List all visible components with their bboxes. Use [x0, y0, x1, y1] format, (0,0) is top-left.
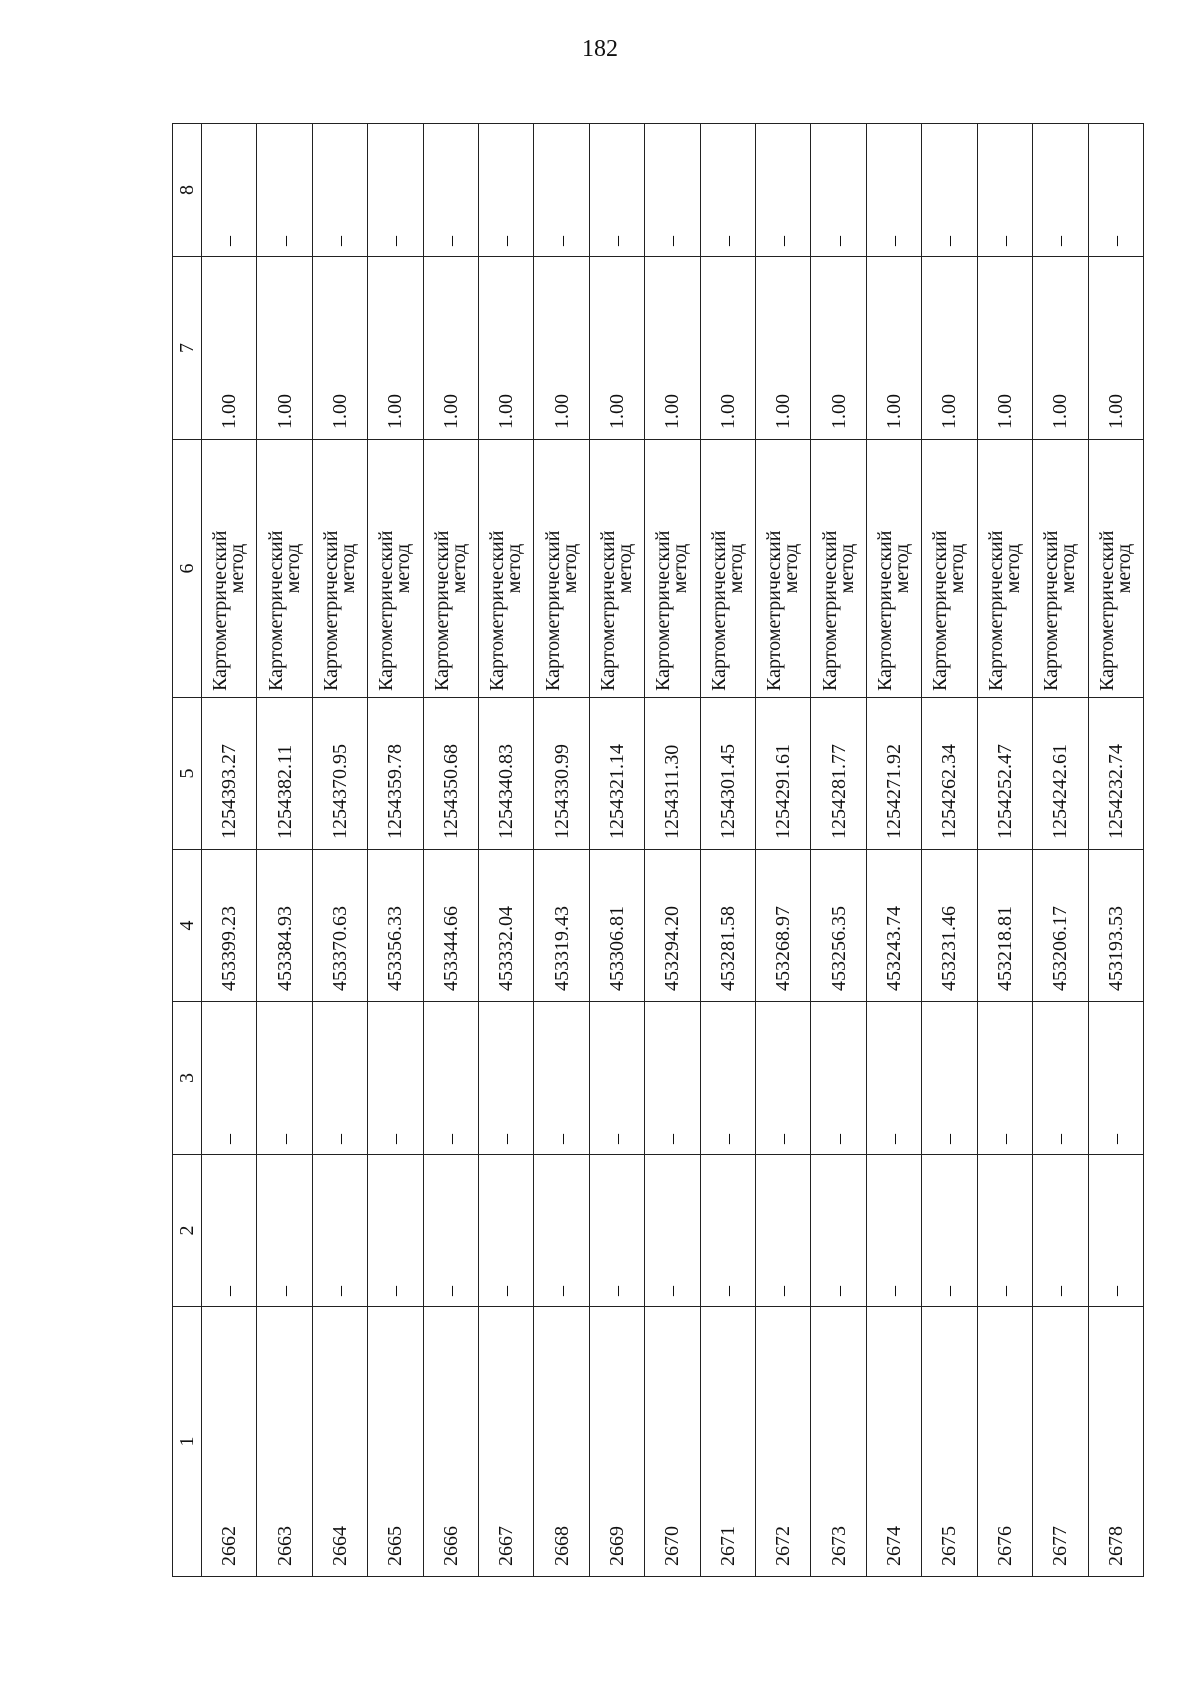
- table-row: [1033, 124, 1088, 1577]
- method-line-1: Картометрический: [874, 530, 897, 691]
- method-cell: [479, 440, 534, 698]
- x-coordinate-cell: 453332.04: [479, 850, 534, 1002]
- empty-value-cell: –: [479, 124, 534, 257]
- accuracy-cell: 1.00: [922, 257, 977, 440]
- empty-value-cell: –: [811, 1002, 866, 1155]
- method-line-1: Картометрический: [597, 530, 620, 691]
- table-row: [700, 124, 755, 1577]
- point-number-cell: 2667: [479, 1307, 534, 1577]
- method-line-1: Картометрический: [375, 530, 398, 691]
- empty-value-cell: –: [866, 1155, 921, 1307]
- method-line-1: Картометрический: [707, 530, 730, 691]
- y-coordinate-cell: 1254301.45: [700, 698, 755, 850]
- empty-value-cell: –: [1088, 124, 1144, 257]
- x-coordinate-cell: 453319.43: [534, 850, 589, 1002]
- accuracy-cell: 1.00: [423, 257, 478, 440]
- empty-value-cell: –: [423, 1002, 478, 1155]
- table-row: [866, 124, 921, 1577]
- point-number-cell: 2664: [312, 1307, 367, 1577]
- rotated-table-container: [172, 124, 1144, 1577]
- method-line-2: метод: [1057, 543, 1080, 594]
- empty-value-cell: –: [922, 1002, 977, 1155]
- method-line-1: Картометрический: [763, 530, 786, 691]
- x-coordinate-cell: 453399.23: [202, 850, 257, 1002]
- y-coordinate-cell: 1254281.77: [811, 698, 866, 850]
- method-line-1: Картометрический: [486, 530, 509, 691]
- method-line-1: Картометрический: [430, 530, 453, 691]
- header-cell-2: 2: [173, 1155, 202, 1307]
- empty-value-cell: –: [756, 1002, 811, 1155]
- point-number-cell: 2678: [1088, 1307, 1144, 1577]
- accuracy-cell: 1.00: [257, 257, 312, 440]
- y-coordinate-cell: 1254382.11: [257, 698, 312, 850]
- method-cell: [423, 440, 478, 698]
- point-number-cell: 2674: [866, 1307, 921, 1577]
- accuracy-cell: 1.00: [1033, 257, 1088, 440]
- method-cell: [977, 440, 1032, 698]
- y-coordinate-cell: 1254350.68: [423, 698, 478, 850]
- accuracy-cell: 1.00: [202, 257, 257, 440]
- coordinates-table: [172, 123, 1144, 1577]
- method-line-2: метод: [337, 543, 360, 594]
- empty-value-cell: –: [423, 1155, 478, 1307]
- empty-value-cell: –: [312, 124, 367, 257]
- page-number: 182: [582, 36, 618, 62]
- method-line-2: метод: [281, 543, 304, 594]
- point-number-cell: 2662: [202, 1307, 257, 1577]
- y-coordinate-cell: 1254232.74: [1088, 698, 1144, 850]
- method-cell: [589, 440, 644, 698]
- x-coordinate-cell: 453243.74: [866, 850, 921, 1002]
- accuracy-cell: 1.00: [368, 257, 423, 440]
- table-row: [922, 124, 977, 1577]
- x-coordinate-cell: 453356.33: [368, 850, 423, 1002]
- point-number-cell: 2673: [811, 1307, 866, 1577]
- method-line-2: метод: [724, 543, 747, 594]
- empty-value-cell: –: [312, 1002, 367, 1155]
- accuracy-cell: 1.00: [811, 257, 866, 440]
- header-cell-5: 5: [173, 698, 202, 850]
- table-row: [257, 124, 312, 1577]
- empty-value-cell: –: [312, 1155, 367, 1307]
- table-row: [645, 124, 700, 1577]
- method-line-1: Картометрический: [320, 530, 343, 691]
- empty-value-cell: –: [645, 124, 700, 257]
- header-cell-7: 7: [173, 257, 202, 440]
- empty-value-cell: –: [534, 124, 589, 257]
- empty-value-cell: –: [700, 1002, 755, 1155]
- method-line-2: метод: [503, 543, 526, 594]
- table-row: [202, 124, 257, 1577]
- empty-value-cell: –: [368, 1155, 423, 1307]
- accuracy-cell: 1.00: [866, 257, 921, 440]
- y-coordinate-cell: 1254359.78: [368, 698, 423, 850]
- table-row: [589, 124, 644, 1577]
- header-cell-8: 8: [173, 124, 202, 257]
- method-line-2: метод: [614, 543, 637, 594]
- accuracy-cell: 1.00: [977, 257, 1032, 440]
- y-coordinate-cell: 1254242.61: [1033, 698, 1088, 850]
- accuracy-cell: 1.00: [312, 257, 367, 440]
- method-line-2: метод: [558, 543, 581, 594]
- empty-value-cell: –: [1033, 124, 1088, 257]
- point-number-cell: 2671: [700, 1307, 755, 1577]
- point-number-cell: 2675: [922, 1307, 977, 1577]
- x-coordinate-cell: 453268.97: [756, 850, 811, 1002]
- header-cell-3: 3: [173, 1002, 202, 1155]
- y-coordinate-cell: 1254311.30: [645, 698, 700, 850]
- method-line-2: метод: [780, 543, 803, 594]
- empty-value-cell: –: [479, 1002, 534, 1155]
- method-cell: [257, 440, 312, 698]
- method-line-1: Картометрический: [1095, 530, 1118, 691]
- method-cell: [645, 440, 700, 698]
- method-line-1: Картометрический: [541, 530, 564, 691]
- method-line-1: Картометрический: [1040, 530, 1063, 691]
- empty-value-cell: –: [202, 1002, 257, 1155]
- y-coordinate-cell: 1254330.99: [534, 698, 589, 850]
- header-cell-4: 4: [173, 850, 202, 1002]
- empty-value-cell: –: [922, 1155, 977, 1307]
- empty-value-cell: –: [700, 124, 755, 257]
- table-row: [756, 124, 811, 1577]
- table-row: [1088, 124, 1144, 1577]
- method-line-1: Картометрический: [929, 530, 952, 691]
- method-line-2: метод: [447, 543, 470, 594]
- empty-value-cell: –: [922, 124, 977, 257]
- y-coordinate-cell: 1254321.14: [589, 698, 644, 850]
- method-line-1: Картометрический: [984, 530, 1007, 691]
- point-number-cell: 2668: [534, 1307, 589, 1577]
- method-cell: [534, 440, 589, 698]
- empty-value-cell: –: [811, 124, 866, 257]
- method-line-1: Картометрический: [264, 530, 287, 691]
- x-coordinate-cell: 453206.17: [1033, 850, 1088, 1002]
- empty-value-cell: –: [534, 1155, 589, 1307]
- empty-value-cell: –: [202, 1155, 257, 1307]
- empty-value-cell: –: [1088, 1002, 1144, 1155]
- point-number-cell: 2666: [423, 1307, 478, 1577]
- method-line-2: метод: [835, 543, 858, 594]
- x-coordinate-cell: 453218.81: [977, 850, 1032, 1002]
- point-number-cell: 2663: [257, 1307, 312, 1577]
- accuracy-cell: 1.00: [534, 257, 589, 440]
- empty-value-cell: –: [645, 1155, 700, 1307]
- empty-value-cell: –: [811, 1155, 866, 1307]
- header-cell-1: 1: [173, 1307, 202, 1577]
- table-row: [368, 124, 423, 1577]
- empty-value-cell: –: [589, 124, 644, 257]
- point-number-cell: 2677: [1033, 1307, 1088, 1577]
- accuracy-cell: 1.00: [756, 257, 811, 440]
- empty-value-cell: –: [423, 124, 478, 257]
- method-cell: [866, 440, 921, 698]
- y-coordinate-cell: 1254340.83: [479, 698, 534, 850]
- header-cell-6: 6: [173, 440, 202, 698]
- y-coordinate-cell: 1254271.92: [866, 698, 921, 850]
- x-coordinate-cell: 453193.53: [1088, 850, 1144, 1002]
- x-coordinate-cell: 453370.63: [312, 850, 367, 1002]
- x-coordinate-cell: 453384.93: [257, 850, 312, 1002]
- empty-value-cell: –: [589, 1155, 644, 1307]
- empty-value-cell: –: [1088, 1155, 1144, 1307]
- y-coordinate-cell: 1254262.34: [922, 698, 977, 850]
- table-row: [423, 124, 478, 1577]
- x-coordinate-cell: 453281.58: [700, 850, 755, 1002]
- table-row: [534, 124, 589, 1577]
- method-cell: [1088, 440, 1144, 698]
- point-number-cell: 2670: [645, 1307, 700, 1577]
- method-cell: [312, 440, 367, 698]
- table-row: [977, 124, 1032, 1577]
- method-line-2: метод: [946, 543, 969, 594]
- method-cell: [202, 440, 257, 698]
- empty-value-cell: –: [700, 1155, 755, 1307]
- empty-value-cell: –: [534, 1002, 589, 1155]
- empty-value-cell: –: [479, 1155, 534, 1307]
- method-cell: [756, 440, 811, 698]
- empty-value-cell: –: [368, 124, 423, 257]
- x-coordinate-cell: 453231.46: [922, 850, 977, 1002]
- method-line-1: Картометрический: [818, 530, 841, 691]
- method-cell: [811, 440, 866, 698]
- empty-value-cell: –: [1033, 1155, 1088, 1307]
- method-line-1: Картометрический: [652, 530, 675, 691]
- empty-value-cell: –: [977, 1155, 1032, 1307]
- x-coordinate-cell: 453306.81: [589, 850, 644, 1002]
- empty-value-cell: –: [866, 1002, 921, 1155]
- table-row: [479, 124, 534, 1577]
- empty-value-cell: –: [202, 124, 257, 257]
- y-coordinate-cell: 1254370.95: [312, 698, 367, 850]
- accuracy-cell: 1.00: [700, 257, 755, 440]
- empty-value-cell: –: [589, 1002, 644, 1155]
- method-cell: [1033, 440, 1088, 698]
- empty-value-cell: –: [756, 1155, 811, 1307]
- empty-value-cell: –: [257, 124, 312, 257]
- table-row: [811, 124, 866, 1577]
- table-row: [312, 124, 367, 1577]
- method-line-1: Картометрический: [209, 530, 232, 691]
- empty-value-cell: –: [977, 124, 1032, 257]
- point-number-cell: 2665: [368, 1307, 423, 1577]
- method-line-2: метод: [1001, 543, 1024, 594]
- method-line-2: метод: [891, 543, 914, 594]
- method-cell: [700, 440, 755, 698]
- accuracy-cell: 1.00: [589, 257, 644, 440]
- method-line-2: метод: [669, 543, 692, 594]
- accuracy-cell: 1.00: [479, 257, 534, 440]
- method-line-2: метод: [392, 543, 415, 594]
- method-cell: [922, 440, 977, 698]
- point-number-cell: 2676: [977, 1307, 1032, 1577]
- empty-value-cell: –: [977, 1002, 1032, 1155]
- y-coordinate-cell: 1254393.27: [202, 698, 257, 850]
- empty-value-cell: –: [866, 124, 921, 257]
- method-line-2: метод: [1112, 543, 1135, 594]
- accuracy-cell: 1.00: [1088, 257, 1144, 440]
- table-header-row: [173, 124, 202, 1577]
- method-cell: [368, 440, 423, 698]
- empty-value-cell: –: [368, 1002, 423, 1155]
- point-number-cell: 2669: [589, 1307, 644, 1577]
- empty-value-cell: –: [756, 124, 811, 257]
- point-number-cell: 2672: [756, 1307, 811, 1577]
- x-coordinate-cell: 453294.20: [645, 850, 700, 1002]
- y-coordinate-cell: 1254291.61: [756, 698, 811, 850]
- x-coordinate-cell: 453344.66: [423, 850, 478, 1002]
- empty-value-cell: –: [1033, 1002, 1088, 1155]
- accuracy-cell: 1.00: [645, 257, 700, 440]
- method-line-2: метод: [226, 543, 249, 594]
- x-coordinate-cell: 453256.35: [811, 850, 866, 1002]
- empty-value-cell: –: [645, 1002, 700, 1155]
- empty-value-cell: –: [257, 1155, 312, 1307]
- y-coordinate-cell: 1254252.47: [977, 698, 1032, 850]
- empty-value-cell: –: [257, 1002, 312, 1155]
